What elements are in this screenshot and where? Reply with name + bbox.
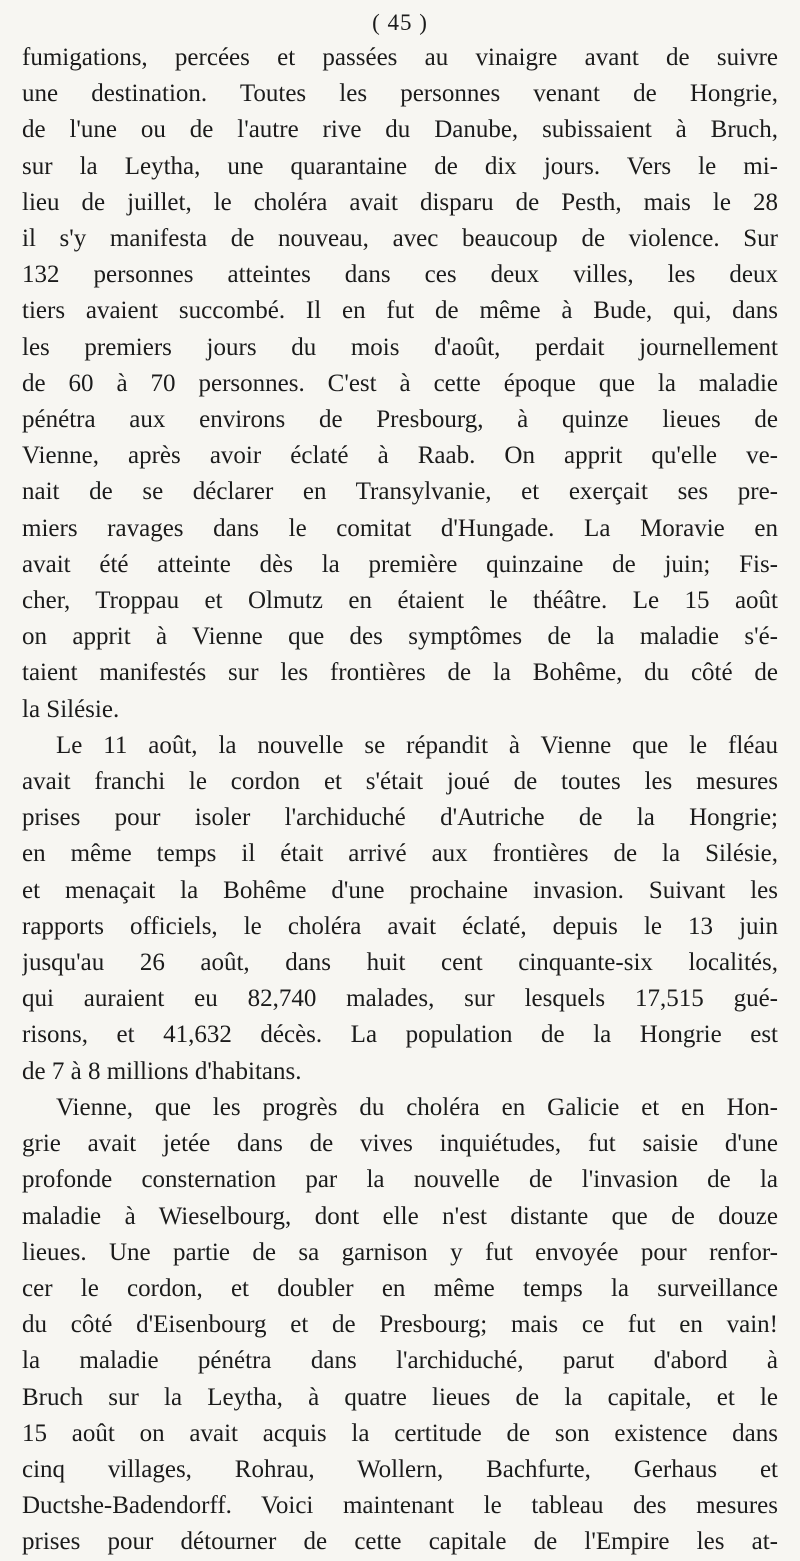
text-line: on apprit à Vienne que des symptômes de la maladie s'é- (22, 623, 778, 651)
paragraph-3 (22, 1090, 778, 1561)
text-line: lieues. Une partie de sa garnison y fut envoyée pour renfor- (22, 1238, 778, 1266)
text-line: rapports officiels, le choléra avait éclaté, depuis le 13 juin (22, 912, 778, 940)
text-line: du côté d'Eisenbourg et de Presbourg; mais ce fut en vain! (22, 1311, 778, 1339)
text-line: jusqu'au 26 août, dans huit cent cinquante-six localités, (22, 949, 778, 977)
text-line: sur la Leytha, une quarantaine de dix jours. Vers le mi- (22, 152, 778, 180)
text-line: cher, Troppau et Olmutz en étaient le théâtre. Le 15 août (22, 587, 778, 615)
text-line: avait été atteinte dès la première quinzaine de juin; Fis- (22, 550, 778, 578)
text-line: il s'y manifesta de nouveau, avec beaucoup de violence. Sur (22, 225, 778, 253)
text-line: miers ravages dans le comitat d'Hungade. La Moravie en (22, 514, 778, 542)
text-line: lieu de juillet, le choléra avait disparu de Pesth, mais le 28 (22, 188, 778, 216)
text-line: grie avait jetée dans de vives inquiétudes, fut saisie d'une (22, 1130, 778, 1158)
text-line: Ductshe-Badendorff. Voici maintenant le tableau des mesures (22, 1492, 778, 1520)
text-line: en même temps il était arrivé aux frontières de la Silésie, (22, 840, 778, 868)
text-line: cinq villages, Rohrau, Wollern, Bachfurte, Gerhaus et (22, 1455, 778, 1483)
text-line: prises pour détourner de cette capitale de l'Empire les at- (22, 1528, 778, 1556)
text-line: la maladie pénétra dans l'archiduché, parut d'abord à (22, 1347, 778, 1375)
text-line: maladie à Wieselbourg, dont elle n'est distante que de douze (22, 1202, 778, 1230)
page-number: ( 45 ) (372, 10, 428, 35)
text-line: et menaçait la Bohême d'une prochaine invasion. Suivant les (22, 876, 778, 904)
text-line: pénétra aux environs de Presbourg, à quinze lieues de (22, 406, 778, 434)
text-line: tiers avaient succombé. Il en fut de même à Bude, qui, dans (22, 297, 778, 325)
text-line: avait franchi le cordon et s'était joué de toutes les mesures (22, 768, 778, 796)
text-line: prises pour isoler l'archiduché d'Autriche de la Hongrie; (22, 804, 778, 832)
text-line: Vienne, après avoir éclaté à Raab. On apprit qu'elle ve- (22, 442, 778, 470)
text-line: de 60 à 70 personnes. C'est à cette époque que la maladie (22, 369, 778, 397)
text-line: taient manifestés sur les frontières de la Bohême, du côté de (22, 659, 778, 687)
text-line: 15 août on avait acquis la certitude de son existence dans (22, 1419, 778, 1447)
paragraph-1 (22, 40, 778, 728)
text-line: la Silésie. (22, 695, 120, 723)
text-line: les premiers jours du mois d'août, perdait journellement (22, 333, 778, 361)
text-line: qui auraient eu 82,740 malades, sur lesquels 17,515 gué- (22, 985, 778, 1013)
text-line: Bruch sur la Leytha, à quatre lieues de la capitale, et le (22, 1383, 778, 1411)
text-line: de 7 à 8 millions d'habitans. (22, 1057, 302, 1085)
text-line: une destination. Toutes les personnes venant de Hongrie, (22, 80, 778, 108)
text-line: Vienne, que les progrès du choléra en Galicie et en Hon- (56, 1093, 778, 1121)
text-line: cer le cordon, et doubler en même temps la surveillance (22, 1274, 778, 1302)
text-line: Le 11 août, la nouvelle se répandit à Vienne que le fléau (56, 731, 778, 759)
text-line: risons, et 41,632 décès. La population de la Hongrie est (22, 1021, 778, 1049)
text-line: 132 personnes atteintes dans ces deux villes, les deux (22, 261, 778, 289)
paragraph-2 (22, 728, 778, 1090)
text-line: fumigations, percées et passées au vinaigre avant de suivre (22, 44, 778, 71)
text-line: profonde consternation par la nouvelle de l'invasion de la (22, 1166, 778, 1194)
text-line: nait de se déclarer en Transylvanie, et exerçait ses pre- (22, 478, 778, 506)
text-line: de l'une ou de l'autre rive du Danube, subissaient à Bruch, (22, 116, 778, 144)
